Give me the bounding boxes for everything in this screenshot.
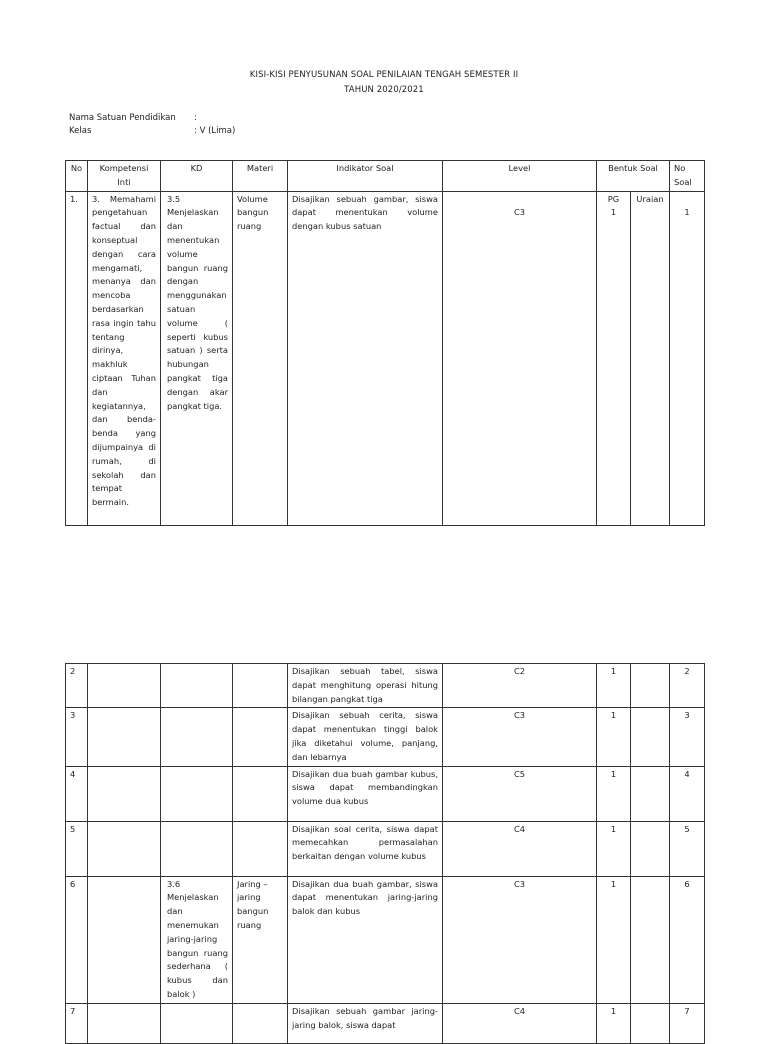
kd-cell: 3.5 Menjelaskan dan menentukan volume bangun ruang dengan menggunakan satuan volume ( seperti kubus satuan ) serta hubungan pangkat tiga dengan akar pangkat tiga. (161, 191, 233, 525)
no-soal-cell: 2 (670, 664, 705, 708)
table-row (66, 766, 705, 821)
no-soal-cell: 6 (670, 876, 705, 1003)
kisi-kisi-table-continued (65, 663, 705, 1044)
pg-cell: 1 (597, 876, 631, 1003)
kelas-value: : V (Lima) (194, 126, 236, 136)
kompetensi-inti-cell (88, 708, 161, 766)
row-no: 1. (66, 191, 88, 525)
uraian-cell (631, 191, 670, 525)
uraian-cell (631, 766, 670, 821)
pg-cell: 1 (597, 821, 631, 876)
header-bentuk-soal: Bentuk Soal (597, 161, 670, 192)
materi-cell (233, 708, 288, 766)
pg-cell: 1 (597, 766, 631, 821)
pg-label: PG (607, 193, 620, 204)
level-cell: C4 (443, 1003, 597, 1043)
kd-cell (161, 1003, 233, 1043)
row-no: 7 (66, 1003, 88, 1043)
no-soal-cell: 1 (670, 191, 705, 525)
table-row (66, 664, 705, 708)
header-kompetensi-inti: Kompetensi Inti (88, 161, 161, 192)
header-no-soal: No Soal (670, 161, 705, 192)
nama-satuan-separator: : (194, 113, 197, 123)
materi-cell (233, 766, 288, 821)
level-cell: C4 (443, 821, 597, 876)
kd-cell (161, 766, 233, 821)
no-soal-cell: 3 (670, 708, 705, 766)
uraian-cell (631, 821, 670, 876)
kisi-kisi-table (65, 160, 705, 526)
uraian-label: Uraian (636, 193, 664, 204)
uraian-cell (631, 876, 670, 1003)
header-indikator-soal: Indikator Soal (288, 161, 443, 192)
kd-cell (161, 664, 233, 708)
uraian-cell (631, 1003, 670, 1043)
pg-cell (597, 191, 631, 525)
indikator-soal-cell: Disajikan sebuah gambar jaring-jaring balok, siswa dapat (288, 1003, 443, 1043)
indikator-soal-cell: Disajikan dua buah gambar kubus, siswa dapat membandingkan volume dua kubus (288, 766, 443, 821)
no-soal-cell: 7 (670, 1003, 705, 1043)
kompetensi-inti-cell: 3. Memahami pengetahuan factual dan konseptual dengan cara mengamati, menanya dan mencoba berdasarkan rasa ingin tahu tentang dirinya, makhluk ciptaan Tuhan dan kegiatannya, dan benda-benda yang dijumpainya di rumah, di sekolah dan tempat bermain. (88, 191, 161, 525)
table-header-row (66, 161, 705, 192)
no-soal-cell: 4 (670, 766, 705, 821)
level-cell: C3 (443, 191, 597, 525)
pg-value: 1 (610, 207, 617, 218)
row-no: 4 (66, 766, 88, 821)
kompetensi-inti-cell (88, 1003, 161, 1043)
header-level: Level (443, 161, 597, 192)
table-row (66, 191, 705, 525)
table-row (66, 821, 705, 876)
document-title: KISI-KISI PENYUSUNAN SOAL PENILAIAN TENGAH SEMESTER II (249, 70, 519, 80)
materi-cell: Volume bangun ruang (233, 191, 288, 525)
indikator-soal-cell: Disajikan soal cerita, siswa dapat memecahkan permasalahan berkaitan dengan volume kubus (288, 821, 443, 876)
row-no: 5 (66, 821, 88, 876)
kompetensi-inti-cell (88, 876, 161, 1003)
kompetensi-inti-cell (88, 821, 161, 876)
table-row (66, 1003, 705, 1043)
kd-cell (161, 821, 233, 876)
materi-cell (233, 664, 288, 708)
nama-satuan-label: Nama Satuan Pendidikan (69, 113, 176, 123)
header-no: No (66, 161, 88, 192)
materi-cell (233, 1003, 288, 1043)
level-cell: C3 (443, 708, 597, 766)
table-row (66, 876, 705, 1003)
header-kd: KD (161, 161, 233, 192)
document-year: TAHUN 2020/2021 (344, 85, 424, 95)
table-row (66, 708, 705, 766)
header-materi: Materi (233, 161, 288, 192)
kompetensi-inti-cell (88, 664, 161, 708)
pg-cell: 1 (597, 1003, 631, 1043)
row-no: 6 (66, 876, 88, 1003)
uraian-cell (631, 708, 670, 766)
kd-cell: 3.6 Menjelaskan dan menemukan jaring-jaring bangun ruang sederhana ( kubus dan balok ) (161, 876, 233, 1003)
row-no: 2 (66, 664, 88, 708)
indikator-soal-cell: Disajikan sebuah tabel, siswa dapat menghitung operasi hitung bilangan pangkat tiga (288, 664, 443, 708)
indikator-soal-cell: Disajikan sebuah cerita, siswa dapat menentukan tinggi balok jika diketahui volume, panjang, dan lebarnya (288, 708, 443, 766)
no-soal-cell: 5 (670, 821, 705, 876)
level-cell: C5 (443, 766, 597, 821)
pg-cell: 1 (597, 708, 631, 766)
uraian-cell (631, 664, 670, 708)
level-cell: C2 (443, 664, 597, 708)
row-no: 3 (66, 708, 88, 766)
pg-cell: 1 (597, 664, 631, 708)
materi-cell: Jaring – jaring bangun ruang (233, 876, 288, 1003)
indikator-soal-cell: Disajikan dua buah gambar, siswa dapat menentukan jaring-jaring balok dan kubus (288, 876, 443, 1003)
materi-cell (233, 821, 288, 876)
level-cell: C3 (443, 876, 597, 1003)
indikator-soal-cell: Disajikan sebuah gambar, siswa dapat menentukan volume dengan kubus satuan (288, 191, 443, 525)
kelas-label: Kelas (69, 126, 92, 136)
kd-cell (161, 708, 233, 766)
kompetensi-inti-cell (88, 766, 161, 821)
